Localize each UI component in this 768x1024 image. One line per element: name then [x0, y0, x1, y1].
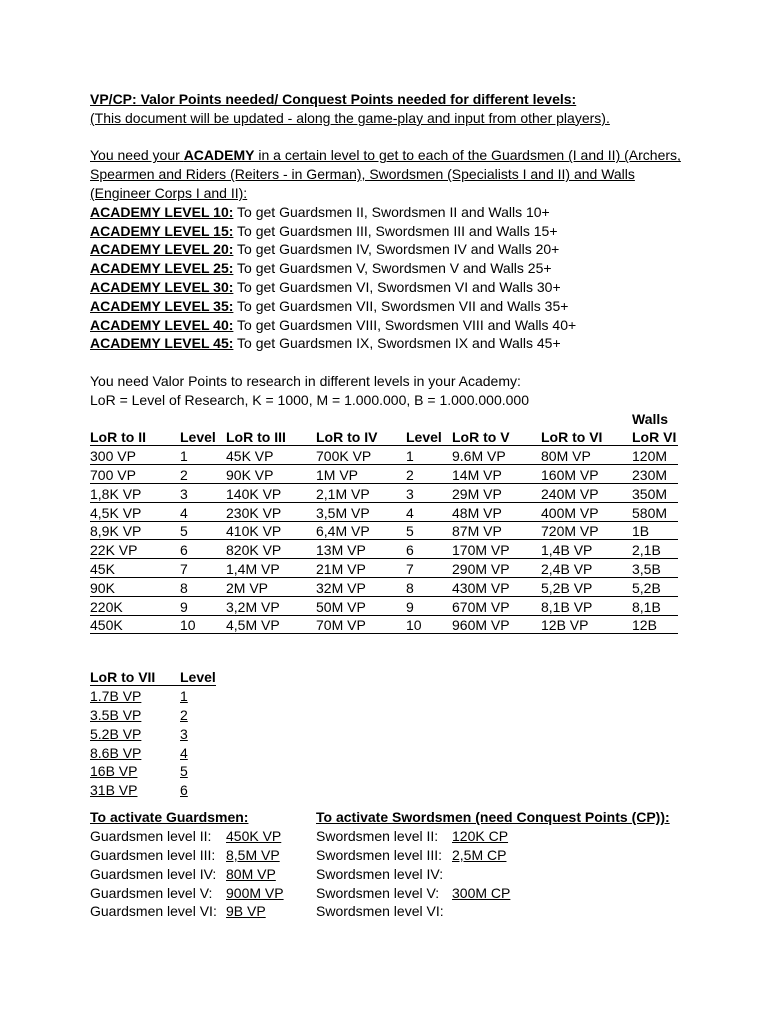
lor-table-cell: 3,5B [632, 560, 661, 577]
vii-table-cell: 1 [180, 688, 188, 705]
academy-level-label: ACADEMY LEVEL 20: [90, 241, 234, 258]
lor-table-cell: 7 [180, 560, 188, 577]
lor-table-cell: 45K VP [226, 448, 274, 465]
header-underline [90, 445, 678, 446]
academy-level-text: To get Guardsmen II, Swordsmen II and Walls 10+ [233, 203, 550, 220]
lor-table-cell: 6 [406, 542, 414, 559]
lor-vii-table [90, 668, 290, 808]
lor-header-cell: LoR to III [226, 429, 286, 446]
academy-level-text: To get Guardsmen IV, Swordsmen IV and Walls 20+ [233, 241, 560, 258]
lor-table-cell: 1,8K VP [90, 485, 142, 502]
lor-table-cell: 87M VP [452, 523, 502, 540]
lor-table-cell: 160M VP [541, 466, 599, 483]
lor-table-cell: 2,4B VP [541, 560, 593, 577]
academy-level-label: ACADEMY LEVEL 45: [90, 335, 234, 352]
vii-header-underline [90, 685, 216, 686]
lor-table-cell: 230K VP [226, 504, 282, 521]
academy-level-row [90, 297, 690, 316]
lor-table-cell: 670M VP [452, 598, 510, 615]
lor-table-cell: 5,2B [632, 579, 661, 596]
lor-table-cell: 7 [406, 560, 414, 577]
academy-level-label: ACADEMY LEVEL 40: [90, 316, 234, 333]
lor-table-cell: 8,1B [632, 598, 661, 615]
lor-table-cell: 2,1B [632, 542, 661, 559]
lor-table-cell: 820K VP [226, 542, 282, 559]
lor-table-cell: 410K VP [226, 523, 282, 540]
lor-header-cell: Level [406, 429, 442, 446]
guardsmen-value: 9B VP [226, 903, 266, 920]
lor-table-cell: 48M VP [452, 504, 502, 521]
lor-table-cell: 400M VP [541, 504, 599, 521]
lor-table-cell: 3,5M VP [316, 504, 370, 521]
lor-header-cell: LoR VI [632, 429, 677, 446]
lor-table-cell: 1 [180, 448, 188, 465]
lor-table-cell: 90K VP [226, 466, 274, 483]
activation-section [90, 808, 690, 928]
guardsmen-header: To activate Guardsmen: [90, 809, 249, 826]
intro-academy: ACADEMY [183, 147, 255, 164]
swordsmen-label: Swordsmen level IV: [316, 865, 444, 882]
lor-table-cell: 12B VP [541, 617, 589, 634]
lor-table-cell: 22K VP [90, 542, 138, 559]
lor-table-cell: 3 [406, 485, 414, 502]
lor-table-cell: 1,4M VP [226, 560, 280, 577]
lor-table-cell: 4,5K VP [90, 504, 142, 521]
intro-line-3: (Engineer Corps I and II): [90, 184, 248, 201]
lor-table-cell: 2 [406, 466, 414, 483]
lor-table-cell: 1B [632, 523, 650, 540]
academy-level-label: ACADEMY LEVEL 30: [90, 278, 234, 295]
lor-table-cell: 8,1B VP [541, 598, 593, 615]
lor-table-cell: 700 VP [90, 466, 136, 483]
vii-table-cell: 2 [180, 706, 188, 723]
intro-line-1 [90, 146, 690, 165]
lor-table-cell: 450K [90, 617, 123, 634]
lor-table-cell: 170M VP [452, 542, 510, 559]
guardsmen-value: 450K VP [226, 828, 282, 845]
swordsmen-label: Swordsmen level VI: [316, 903, 444, 920]
lor-table-cell: 8,9K VP [90, 523, 142, 540]
swordsmen-header: To activate Swordsmen (need Conquest Points (CP)): [316, 809, 670, 826]
vii-table-cell: 5.2B VP [90, 725, 142, 742]
guardsmen-value: 8,5M VP [226, 846, 280, 863]
vii-table-cell: 4 [180, 744, 188, 761]
lor-table-cell: 5 [406, 523, 414, 540]
lor-header-cell: LoR to V [452, 429, 510, 446]
lor-table-cell: 960M VP [452, 617, 510, 634]
lor-table-cell: 12B [632, 617, 657, 634]
row-underline [90, 615, 678, 616]
lor-table-cell: 45K [90, 560, 115, 577]
intro-part2: in a certain level to get to each of the Guardsmen (I and II) (Archers, [254, 147, 681, 164]
legend-line: LoR = Level of Research, K = 1000, M = 1.000.000, B = 1.000.000.000 [90, 391, 529, 408]
academy-level-label: ACADEMY LEVEL 35: [90, 297, 234, 314]
lor-table-cell: 8 [406, 579, 414, 596]
lor-table-cell: 290M VP [452, 560, 510, 577]
academy-level-row [90, 334, 690, 353]
vii-table-cell: 16B VP [90, 763, 138, 780]
vii-table-cell: 6 [180, 782, 188, 799]
lor-table-cell: 8 [180, 579, 188, 596]
lor-table-cell: 14M VP [452, 466, 502, 483]
guardsmen-value: 900M VP [226, 884, 284, 901]
guardsmen-label: Guardsmen level III: [90, 846, 216, 863]
lor-table-cell: 1 [406, 448, 414, 465]
lor-header-cell: LoR to II [90, 429, 146, 446]
lor-table-cell: 29M VP [452, 485, 502, 502]
guardsmen-label: Guardsmen level V: [90, 884, 213, 901]
document-page [90, 90, 690, 928]
lor-header-cell: Level [180, 429, 216, 446]
lor-table-cell: 90K [90, 579, 115, 596]
intro-part1: You need your [90, 147, 184, 164]
lor-table-cell: 300 VP [90, 448, 136, 465]
swordsmen-label: Swordsmen level V: [316, 884, 440, 901]
lor-table-cell: 430M VP [452, 579, 510, 596]
vii-table-cell: 8.6B VP [90, 744, 142, 761]
lor-table-cell: 720M VP [541, 523, 599, 540]
academy-level-row [90, 316, 690, 335]
academy-level-label: ACADEMY LEVEL 10: [90, 203, 234, 220]
academy-level-text: To get Guardsmen V, Swordsmen V and Walls 25+ [233, 260, 552, 277]
swordsmen-label: Swordsmen level III: [316, 846, 443, 863]
academy-level-text: To get Guardsmen VIII, Swordsmen VIII and Walls 40+ [233, 316, 577, 333]
lor-table-cell: 3,2M VP [226, 598, 280, 615]
academy-level-text: To get Guardsmen III, Swordsmen III and Walls 15+ [233, 222, 558, 239]
academy-level-row [90, 222, 690, 241]
lor-table-cell: 21M VP [316, 560, 366, 577]
lor-table-cell: 5 [180, 523, 188, 540]
guardsmen-label: Guardsmen level VI: [90, 903, 217, 920]
lor-table-cell: 9 [406, 598, 414, 615]
academy-level-label: ACADEMY LEVEL 15: [90, 222, 234, 239]
lor-table-cell: 10 [180, 617, 196, 634]
guardsmen-label: Guardsmen level II: [90, 828, 212, 845]
lor-table-cell: 1,4B VP [541, 542, 593, 559]
academy-level-row [90, 278, 690, 297]
vii-table-cell: 3.5B VP [90, 706, 142, 723]
lor-table-cell: 2,1M VP [316, 485, 370, 502]
valor-intro: You need Valor Points to research in different levels in your Academy: [90, 372, 521, 389]
lor-table-cell: 240M VP [541, 485, 599, 502]
vii-table-cell: 5 [180, 763, 188, 780]
academy-level-list [90, 203, 690, 353]
row-underline [90, 633, 678, 634]
lor-table-cell: 2 [180, 466, 188, 483]
lor-table-cell: 580M [632, 504, 668, 521]
document-subtitle: (This document will be updated - along the game-play and input from other players). [90, 109, 610, 126]
swordsmen-value: 2,5M CP [452, 846, 507, 863]
lor-table-cell: 9 [180, 598, 188, 615]
lor-table-cell: 120M [632, 448, 668, 465]
academy-level-text: To get Guardsmen VI, Swordsmen VI and Walls 30+ [233, 278, 561, 295]
swordsmen-label: Swordsmen level II: [316, 828, 439, 845]
vii-header-cell: LoR to VII [90, 669, 156, 686]
lor-table-cell: 2M VP [226, 579, 269, 596]
academy-level-text: To get Guardsmen IX, Swordsmen IX and Walls 45+ [233, 335, 561, 352]
lor-table-cell: 140K VP [226, 485, 282, 502]
academy-level-row [90, 259, 690, 278]
walls-label: Walls [632, 410, 669, 427]
swordsmen-value: 300M CP [452, 884, 511, 901]
lor-table-cell: 3 [180, 485, 188, 502]
academy-level-row [90, 240, 690, 259]
intro-line-2: Spearmen and Riders (Reiters - in German), Swordsmen (Specialists I and II) and Walls [90, 166, 635, 183]
guardsmen-value: 80M VP [226, 865, 276, 882]
vii-table-cell: 31B VP [90, 782, 138, 799]
vii-header-cell: Level [180, 669, 216, 686]
lor-header-cell: LoR to IV [316, 429, 378, 446]
lor-table-cell: 13M VP [316, 542, 366, 559]
document-title: VP/CP: Valor Points needed/ Conquest Points needed for different levels: [90, 91, 577, 107]
lor-table-cell: 6,4M VP [316, 523, 370, 540]
lor-table-cell: 10 [406, 617, 422, 634]
lor-table-cell: 9.6M VP [452, 448, 506, 465]
lor-table-cell: 4 [406, 504, 414, 521]
lor-table-cell: 4 [180, 504, 188, 521]
swordsmen-value: 120K CP [452, 828, 509, 845]
lor-table-cell: 220K [90, 598, 123, 615]
vii-table-cell: 3 [180, 725, 188, 742]
lor-table-cell: 1M VP [316, 466, 359, 483]
lor-table-cell: 5,2B VP [541, 579, 593, 596]
lor-header-cell: LoR to VI [541, 429, 603, 446]
lor-table-cell: 230M [632, 466, 668, 483]
lor-table-cell: 6 [180, 542, 188, 559]
lor-table-cell: 50M VP [316, 598, 366, 615]
lor-table-cell: 32M VP [316, 579, 366, 596]
lor-table-cell: 4,5M VP [226, 617, 280, 634]
lor-table-cell: 350M [632, 485, 668, 502]
academy-level-label: ACADEMY LEVEL 25: [90, 260, 234, 277]
lor-table-cell: 700K VP [316, 448, 372, 465]
lor-table [90, 410, 690, 650]
vii-table-cell: 1.7B VP [90, 688, 142, 705]
guardsmen-label: Guardsmen level IV: [90, 865, 217, 882]
lor-table-cell: 80M VP [541, 448, 591, 465]
lor-table-cell: 70M VP [316, 617, 366, 634]
academy-level-row [90, 203, 690, 222]
academy-level-text: To get Guardsmen VII, Swordsmen VII and Walls 35+ [233, 297, 569, 314]
